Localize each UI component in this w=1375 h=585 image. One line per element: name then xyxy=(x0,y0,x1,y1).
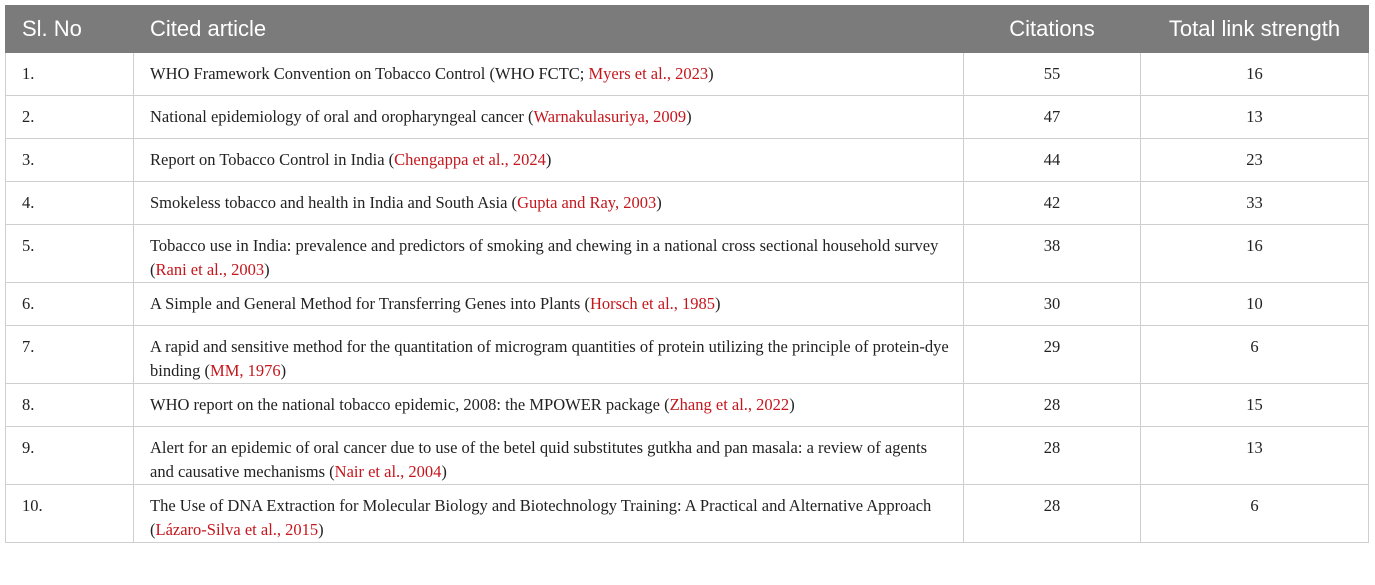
article-close: ) xyxy=(789,395,795,414)
article-title: National epidemiology of oral and oropharyngeal cancer ( xyxy=(150,107,534,126)
cell-cited-article xyxy=(134,326,964,384)
cell-total-link-strength: 15 xyxy=(1141,384,1369,427)
cell-total-link-strength: 10 xyxy=(1141,283,1369,326)
table-row xyxy=(6,326,1369,384)
article-close: ) xyxy=(441,462,447,481)
cell-total-link-strength: 6 xyxy=(1141,326,1369,384)
cell-cited-article xyxy=(134,283,964,326)
article-title: A Simple and General Method for Transferring Genes into Plants ( xyxy=(150,294,590,313)
cell-citations: 47 xyxy=(964,96,1141,139)
table-header xyxy=(6,6,1369,53)
cell-sl-no: 3. xyxy=(6,139,134,182)
cell-cited-article xyxy=(134,485,964,543)
article-title: WHO report on the national tobacco epidemic, 2008: the MPOWER package ( xyxy=(150,395,670,414)
reference-link[interactable]: Chengappa et al., 2024 xyxy=(394,150,546,169)
reference-link[interactable]: Nair et al., 2004 xyxy=(334,462,442,481)
table-row xyxy=(6,53,1369,96)
table-body xyxy=(6,53,1369,543)
reference-link[interactable]: Rani et al., 2003 xyxy=(155,260,265,279)
cell-total-link-strength: 13 xyxy=(1141,427,1369,485)
cell-cited-article xyxy=(134,384,964,427)
article-title: Alert for an epidemic of oral cancer due to use of the betel quid substitutes gutkha and pan masala: a review of agents and causative mechanisms ( xyxy=(150,438,928,481)
cell-sl-no: 7. xyxy=(6,326,134,384)
article-title: A rapid and sensitive method for the quantitation of microgram quantities of protein utilizing the principle of protein-dye binding ( xyxy=(150,337,949,380)
reference-link[interactable]: Myers et al., 2023 xyxy=(588,64,709,83)
cell-sl-no: 6. xyxy=(6,283,134,326)
reference-link[interactable]: Gupta and Ray, 2003 xyxy=(517,193,657,212)
cell-total-link-strength: 33 xyxy=(1141,182,1369,225)
cell-citations: 38 xyxy=(964,225,1141,283)
table-row xyxy=(6,96,1369,139)
article-close: ) xyxy=(708,64,714,83)
table-row xyxy=(6,427,1369,485)
cell-citations: 28 xyxy=(964,384,1141,427)
article-close: ) xyxy=(715,294,721,313)
article-title: Report on Tobacco Control in India ( xyxy=(150,150,395,169)
reference-link[interactable]: Zhang et al., 2022 xyxy=(669,395,790,414)
header-row xyxy=(6,6,1369,53)
cell-total-link-strength: 16 xyxy=(1141,225,1369,283)
table-row xyxy=(6,225,1369,283)
reference-link[interactable]: Horsch et al., 1985 xyxy=(589,294,716,313)
article-title: The Use of DNA Extraction for Molecular Biology and Biotechnology Training: A Practical and Alternative Approach ( xyxy=(150,496,932,539)
cell-sl-no: 2. xyxy=(6,96,134,139)
table-row xyxy=(6,283,1369,326)
cell-citations: 29 xyxy=(964,326,1141,384)
cell-cited-article xyxy=(134,139,964,182)
cell-sl-no: 9. xyxy=(6,427,134,485)
cell-citations: 55 xyxy=(964,53,1141,96)
cell-sl-no: 10. xyxy=(6,485,134,543)
article-close: ) xyxy=(280,361,287,380)
article-close: ) xyxy=(545,150,552,169)
header-sl-no: Sl. No xyxy=(6,6,134,53)
table-row xyxy=(6,139,1369,182)
cell-cited-article xyxy=(134,427,964,485)
cell-cited-article xyxy=(134,225,964,283)
cell-total-link-strength: 6 xyxy=(1141,485,1369,543)
cell-sl-no: 8. xyxy=(6,384,134,427)
article-close: ) xyxy=(656,193,662,212)
cell-citations: 28 xyxy=(964,485,1141,543)
article-title: Smokeless tobacco and health in India and South Asia ( xyxy=(150,193,518,212)
cell-cited-article xyxy=(134,182,964,225)
cell-cited-article xyxy=(134,96,964,139)
cited-articles-table xyxy=(5,5,1369,543)
reference-link[interactable]: MM, 1976 xyxy=(210,361,281,380)
cell-cited-article xyxy=(134,53,964,96)
header-citations: Citations xyxy=(964,6,1141,53)
reference-link[interactable]: Warnakulasuriya, 2009 xyxy=(533,107,687,126)
table-row xyxy=(6,384,1369,427)
article-close: ) xyxy=(318,520,324,539)
article-close: ) xyxy=(264,260,270,279)
header-cited-article: Cited article xyxy=(134,6,964,53)
cell-citations: 44 xyxy=(964,139,1141,182)
cell-total-link-strength: 23 xyxy=(1141,139,1369,182)
cell-citations: 30 xyxy=(964,283,1141,326)
cell-total-link-strength: 13 xyxy=(1141,96,1369,139)
table-row xyxy=(6,485,1369,543)
cell-sl-no: 1. xyxy=(6,53,134,96)
article-title: WHO Framework Convention on Tobacco Control (WHO FCTC; xyxy=(150,64,589,83)
cell-sl-no: 4. xyxy=(6,182,134,225)
cell-total-link-strength: 16 xyxy=(1141,53,1369,96)
reference-link[interactable]: Lázaro-Silva et al., 2015 xyxy=(155,520,319,539)
article-title: Tobacco use in India: prevalence and predictors of smoking and chewing in a national cross sectional household survey ( xyxy=(150,236,939,279)
cell-citations: 28 xyxy=(964,427,1141,485)
cell-citations: 42 xyxy=(964,182,1141,225)
table-row xyxy=(6,182,1369,225)
header-total-link-strength: Total link strength xyxy=(1141,6,1369,53)
article-close: ) xyxy=(686,107,692,126)
cell-sl-no: 5. xyxy=(6,225,134,283)
